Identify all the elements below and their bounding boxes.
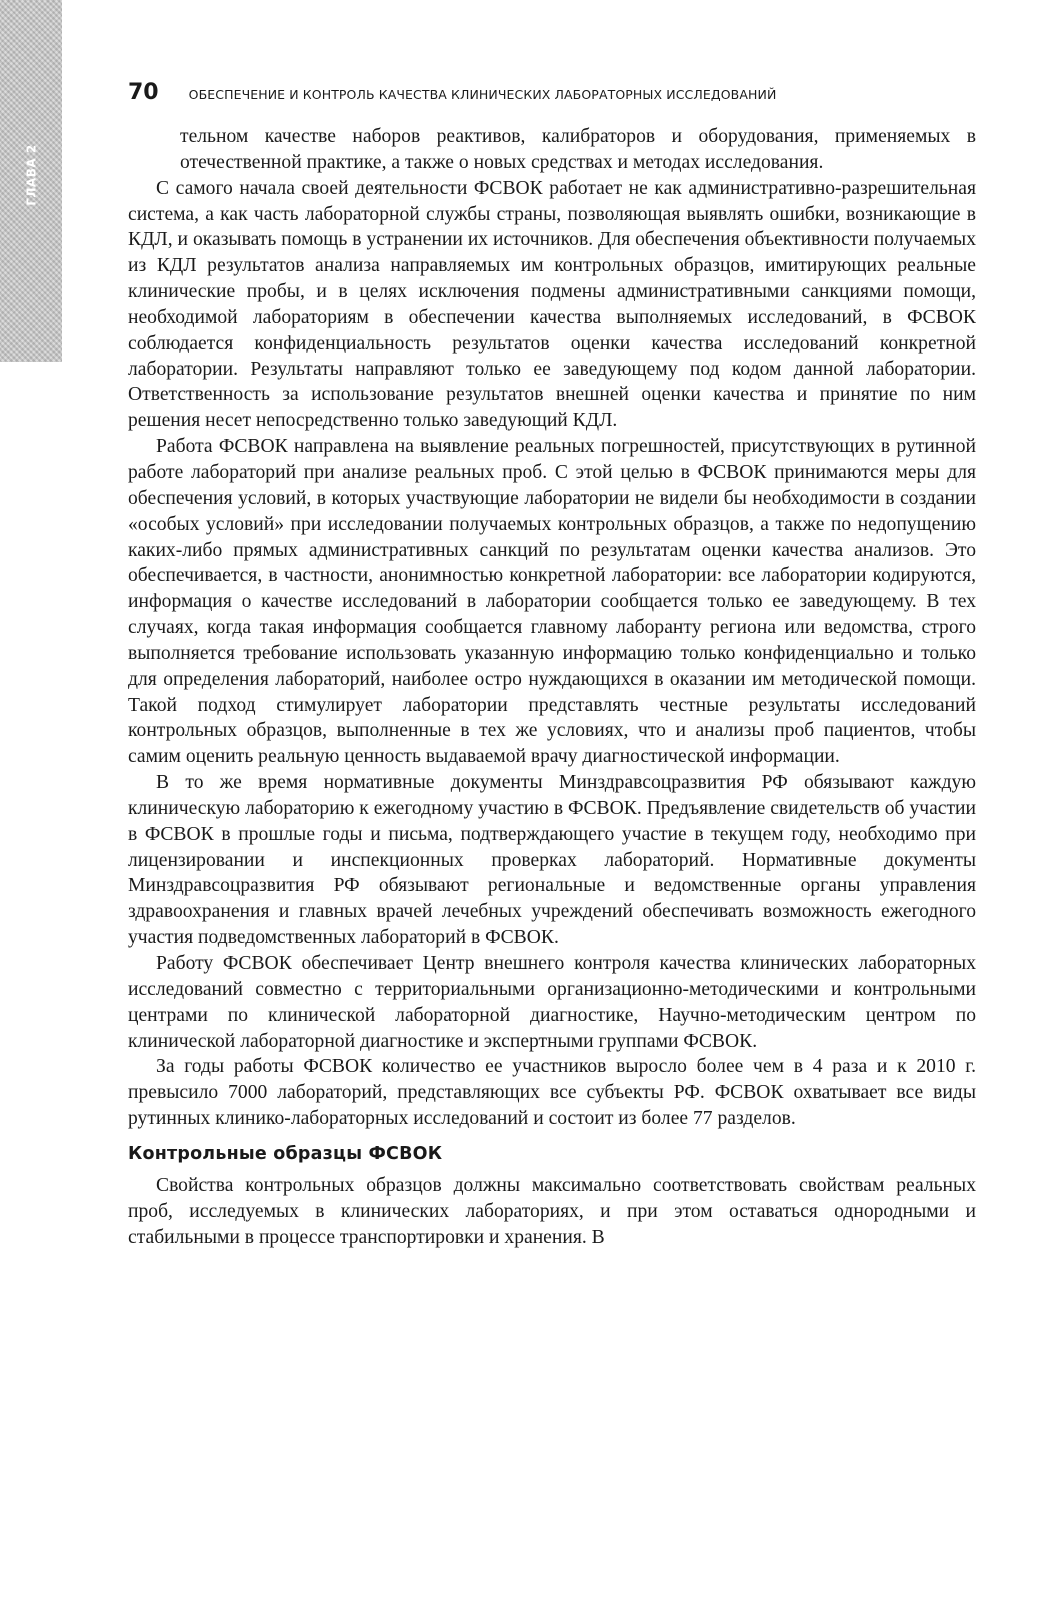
paragraph: Свойства контрольных образцов должны максимально соответствовать свойствам реальных проб, исследуемых в клинических лабораториях, и при этом оставаться однородными и стабильными в процессе транспортировки и хранения. В	[128, 1174, 976, 1248]
page-header	[128, 80, 1008, 108]
section-heading: Контрольные образцы ФСВОК	[128, 1143, 443, 1164]
page-number: 70	[128, 80, 159, 105]
paragraph: Работа ФСВОК направлена на выявление реальных погрешностей, присутствующих в рутинной работе лабораторий при анализе реальных проб. С этой целью в ФСВОК принимаются меры для обеспечения условий, в которых участвующие лаборатории не видели бы необходимости в создании «особых условий» при исследовании получаемых контрольных образцов, а также по недопущению каких-либо прямых административных санкций по результатам оценки качества анализов. Это обеспечивается, в частности, анонимностью конкретной лаборатории: все лаборатории кодируются, информация о качестве исследований в лаборатории сообщается только ее заведующему. В тех случаях, когда такая информация сообщается главному лаборанту региона или ведомства, строго выполняется требование использовать указанную информацию только конфиденциально и только для определения лабораторий, наиболее остро нуждающихся в оказании им методической помощи. Такой подход стимулирует лаборатории представлять честные результаты исследований контрольных образцов, выполненные в тех же условиях, что и анализы проб пациентов, чтобы самим оценить реальную ценность выдаваемой врачу диагностической информации.	[128, 436, 976, 768]
paragraph: В то же время нормативные документы Минздравсоцразвития РФ обязывают каждую клиническую лабораторию к ежегодному участию в ФСВОК. Предъявление свидетельств об участии в ФСВОК в прошлые годы и письма, подтверждающего участие в текущем году, необходимо при лицензировании и инспекционных проверках лабораторий. Нормативные документы Минздравсоцразвития РФ обязывают региональные и ведомственные органы управления здравоохранения и главных врачей лечебных учреждений обеспечивать возможность ежегодного участия подведомственных лабораторий в ФСВОК.	[128, 772, 976, 949]
running-title: ОБЕСПЕЧЕНИЕ И КОНТРОЛЬ КАЧЕСТВА КЛИНИЧЕСКИХ ЛАБОРАТОРНЫХ ИССЛЕДОВАНИЙ	[188, 87, 777, 102]
paragraph: С самого начала своей деятельности ФСВОК работает не как административно-разрешительная система, а как часть лабораторной службы страны, позволяющая выявлять ошибки, возникающие в КДЛ, и оказывать помощь в устранении их источников. Для обеспечения объективности получаемых из КДЛ результатов анализа направляемых им контрольных образцов, имитирующих реальные клинические пробы, и в целях исключения подмены административными санкциями помощи, необходимой лабораториям в обеспечении качества выполняемых исследований, в ФСВОК соблюдается конфиденциальность результатов оценки качества исследований конкретной лаборатории. Результаты направляют только ее заведующему под кодом данной лаборатории. Ответственность за использование результатов внешней оценки качества и принятие по ним решения несет непосредственно только заведующий КДЛ.	[128, 177, 976, 432]
page-body	[128, 124, 976, 1250]
chapter-side-tab	[0, 0, 62, 362]
chapter-label-text: ГЛАВА 2	[25, 144, 39, 206]
chapter-label	[22, 130, 42, 220]
paragraph: тельном качестве наборов реактивов, калибраторов и оборудования, применяемых в отечественной практике, а также о новых средствах и методах исследования.	[180, 126, 976, 173]
paragraph: За годы работы ФСВОК количество ее участников выросло более чем в 4 раза и к 2010 г. превысило 7000 лабораторий, представляющих все субъекты РФ. ФСВОК охватывает все виды рутинных клинико-лабораторных исследований и состоит из более 77 разделов.	[128, 1056, 976, 1130]
paragraph: Работу ФСВОК обеспечивает Центр внешнего контроля качества клинических лабораторных исследований совместно с территориальными организационно-методическими и контрольными центрами по клинической лабораторной диагностике, Научно-методическим центром по клинической лабораторной диагностике и экспертными группами ФСВОК.	[128, 953, 976, 1052]
